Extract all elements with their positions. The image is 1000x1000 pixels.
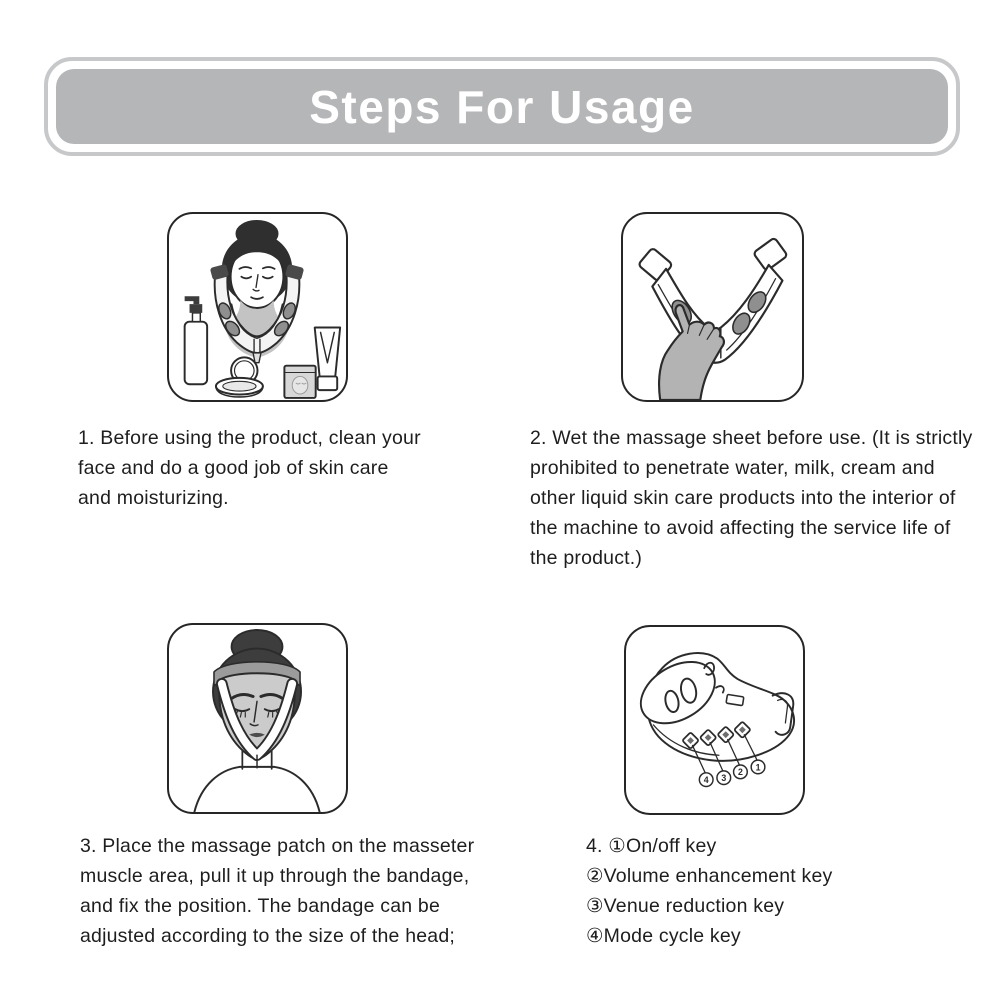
woman-with-massager-drawing xyxy=(169,214,346,400)
step-text-line: muscle area, pull it up through the bandage, xyxy=(80,865,470,887)
step-2-text xyxy=(530,423,972,573)
step-text-line: the product.) xyxy=(530,547,643,569)
step-text-line: other liquid skin care products into the interior of xyxy=(530,487,956,509)
step-4-text xyxy=(586,831,832,951)
step-3-illustration xyxy=(167,623,348,814)
callout-number-1: 1 xyxy=(755,762,761,773)
step-text-line: ②Volume enhancement key xyxy=(586,865,833,887)
step-2-illustration xyxy=(621,212,804,402)
title-banner xyxy=(44,57,960,156)
cream-tube xyxy=(315,328,340,391)
bandage-on-face-drawing xyxy=(169,625,346,812)
step-1-illustration xyxy=(167,212,348,402)
finger-touching-device-drawing xyxy=(623,214,802,400)
step-text-line: 2. Wet the massage sheet before use. (It is strictly xyxy=(530,427,973,449)
step-text-line: adjusted according to the size of the head; xyxy=(80,925,456,947)
callout-number-2: 2 xyxy=(737,767,743,778)
page-title: Steps For Usage xyxy=(309,80,695,133)
step-text-line: the machine to avoid affecting the service life of xyxy=(530,517,951,539)
shoulders xyxy=(194,767,319,812)
step-text-line: prohibited to penetrate water, milk, cream and xyxy=(530,457,935,479)
mask-packet xyxy=(284,366,315,398)
cosmetic-compact xyxy=(216,357,263,397)
pump-bottle xyxy=(185,296,207,384)
step-text-line: and moisturizing. xyxy=(78,487,229,509)
step-1-text xyxy=(78,423,421,513)
step-text-line: 3. Place the massage patch on the masseter xyxy=(80,835,475,857)
step-text-line: ④Mode cycle key xyxy=(586,925,741,947)
step-3-text xyxy=(80,831,474,951)
step-text-line: 1. Before using the product, clean your xyxy=(78,427,421,449)
step-text-line: ③Venue reduction key xyxy=(586,895,785,917)
callout-number-3: 3 xyxy=(721,773,727,784)
step-text-line: 4. ①On/off key xyxy=(586,835,717,857)
step-4-illustration xyxy=(624,625,805,815)
step-text-line: face and do a good job of skin care xyxy=(78,457,389,479)
title-banner-fill xyxy=(56,69,948,144)
device-keys-diagram-drawing xyxy=(626,627,803,813)
step-text-line: and fix the position. The bandage can be xyxy=(80,895,440,917)
callout-number-4: 4 xyxy=(703,775,709,786)
